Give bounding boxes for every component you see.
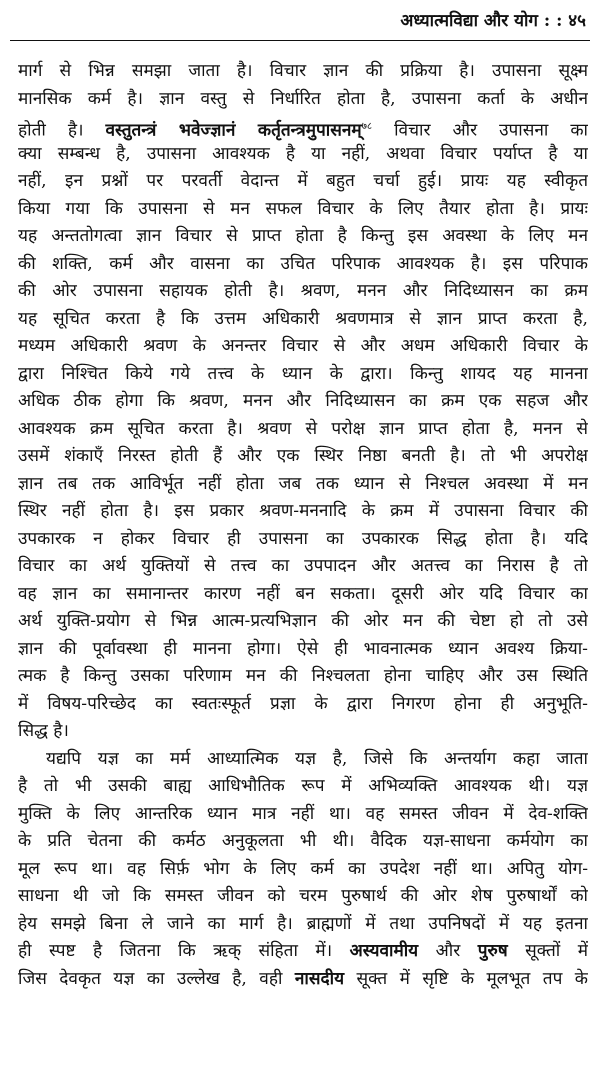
text-line: के प्रति चेतना की कर्मठ अनुकूलता भी थी। वैदिक यज्ञ-साधना कर्मयोग का — [18, 831, 588, 851]
text-line: विचार का अर्थ युक्तियों से तत्त्व का उपपादन और अतत्त्व का निरास है तो — [18, 556, 588, 576]
text-line: सिद्ध है। — [18, 721, 69, 741]
text-line: यह अन्ततोगत्वा ज्ञान विचार से प्राप्त होता है किन्तु इस अवस्था के लिए मन — [18, 226, 588, 246]
text-line: अधिक ठीक होगा कि श्रवण, मनन और निदिध्यासन का क्रम एक सहज और — [18, 391, 588, 411]
text-line: मानसिक कर्म है। ज्ञान वस्तु से निर्धारित होता है, उपासना कर्ता के अधीन — [18, 88, 588, 109]
sukta-name: नासदीय — [294, 968, 345, 989]
text-line: ज्ञान तब तक आविर्भूत नहीं होता जब तक ध्यान से निश्चल अवस्था में मन — [18, 473, 588, 494]
text-line: आवश्यक क्रम सूचित करता है। श्रवण से परोक्ष ज्ञान प्राप्त होता है, मनन से — [18, 418, 588, 439]
text-line: ही स्पष्ट है जितना कि ऋक् संहिता में। अस्यवामीय और पुरुष सूक्तों में — [18, 941, 588, 961]
text-line: उपकारक न होकर विचार ही उपासना का उपकारक सिद्ध होता है। यदि — [18, 528, 588, 549]
footnote-ref: ७८ — [361, 121, 373, 132]
text-line: स्थिर नहीं होता है। इस प्रकार श्रवण-मननादि के क्रम में उपासना विचार की — [18, 501, 588, 521]
text-line: की ओर उपासना सहायक होती है। श्रवण, मनन और निदिध्यासन का क्रम — [18, 281, 588, 301]
text-line: वह ज्ञान का समानान्तर कारण नहीं बन सकता। दूसरी ओर यदि विचार का — [18, 583, 588, 604]
text-line: क्या सम्बन्ध है, उपासना आवश्यक है या नहीं, अथवा विचार पर्याप्त है या — [18, 143, 588, 164]
text-line: की शक्ति, कर्म और वासना का उचित परिपाक आवश्यक है। इस परिपाक — [18, 253, 588, 274]
body-text — [18, 58, 588, 993]
text-line: द्वारा निश्चित किये गये तत्त्व के ध्यान के द्वारा। किन्तु शायद यह मानना — [18, 363, 588, 384]
text-line: है तो भी उसकी बाह्य आधिभौतिक रूप में अभिव्यक्ति आवश्यक थी। यज्ञ — [18, 776, 588, 796]
text-line: में विषय-परिच्छेद का स्वतःस्फूर्त प्रज्ञा के द्वारा निगरण होना ही अनुभूति- — [18, 693, 588, 714]
text-line: मार्ग से भिन्न समझा जाता है। विचार ज्ञान की प्रक्रिया है। उपासना सूक्ष्म — [18, 61, 588, 81]
chapter-title: अध्यात्मविद्या और योग — [400, 11, 538, 31]
text-line: मध्यम अधिकारी श्रवण के अनन्तर विचार से और अधम अधिकारी विचार के — [18, 336, 588, 356]
text-line: अर्थ युक्ति-प्रयोग से भिन्न आत्म-प्रत्यभिज्ञान की ओर मन की चेष्टा हो तो उसे — [18, 611, 588, 631]
text-line: होती है। वस्तुतन्त्रं भवेज्ज्ञानं कर्तृतन्त्रमुपासनम्$^{७८}$ विचार और उपासना का — [18, 120, 588, 141]
text-line: त्मक है किन्तु उसका परिणाम मन की निश्चलता होना चाहिए और उस स्थिति — [18, 666, 588, 686]
sukta-name: अस्यवामीय — [349, 941, 419, 961]
paragraph-start-line: यद्यपि यज्ञ का मर्म आध्यात्मिक यज्ञ है, जिसे कि अन्तर्याग कहा जाता — [46, 748, 588, 769]
text-line: नहीं, इन प्रश्नों पर परवर्ती वेदान्त में बहुत चर्चा हुई। प्रायः यह स्वीकृत — [18, 171, 588, 191]
text-line: किया गया कि उपासना से मन सफल विचार के लिए तैयार होता है। प्रायः — [18, 198, 588, 219]
page-number: : : ४५ — [543, 11, 586, 31]
text-line: जिस देवकृत यज्ञ का उल्लेख है, वही नासदीय सूक्त में सृष्टि के मूलभूत तप के — [18, 968, 588, 989]
text-line: मूल रूप था। वह सिर्फ़ भोग के लिए कर्म का उपदेश नहीं था। अपितु योग- — [18, 858, 588, 879]
text-line: हेय समझे बिना ले जाने का मार्ग है। ब्राह्मणों में तथा उपनिषदों में यह इतना — [18, 913, 588, 934]
header-rule — [10, 40, 590, 41]
text-line: साधना थी जो कि समस्त जीवन को चरम पुरुषार्थ की ओर शेष पुरुषार्थों को — [18, 886, 588, 906]
text-line: उसमें शंकाएँ निरस्त होती हैं और एक स्थिर निष्ठा बनती है। तो भी अपरोक्ष — [18, 446, 588, 466]
text-line: ज्ञान की पूर्वावस्था ही मानना होगा। ऐसे ही भावनात्मक ध्यान अवश्य क्रिया- — [18, 638, 588, 659]
sanskrit-quote: वस्तुतन्त्रं भवेज्ज्ञानं कर्तृतन्त्रमुपासनम् — [105, 120, 362, 141]
text-line: मुक्ति के लिए आन्तरिक ध्यान मात्र नहीं था। वह समस्त जीवन में देव-शक्ति — [18, 803, 588, 824]
running-header — [400, 8, 586, 31]
sukta-name: पुरुष — [477, 941, 508, 961]
text-line: यह सूचित करता है कि उत्तम अधिकारी श्रवणमात्र से ज्ञान प्राप्त करता है, — [18, 308, 588, 329]
